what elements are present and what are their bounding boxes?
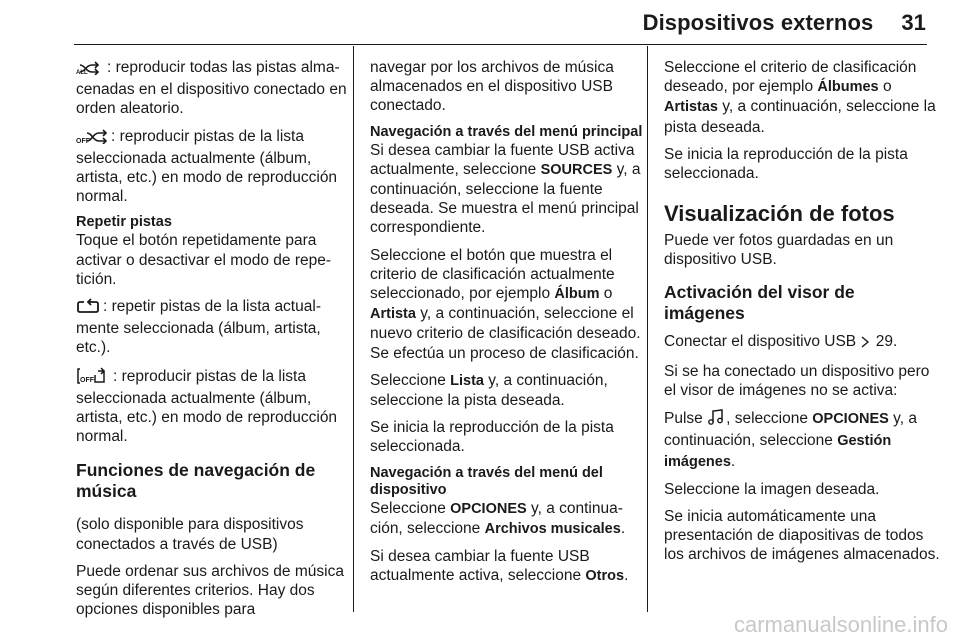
keyword-artistas: Artistas	[664, 99, 718, 116]
keyword-sources: SOURCES	[540, 161, 613, 178]
keyword-otros: Otros	[585, 568, 625, 585]
page-reference-arrow-icon	[860, 335, 870, 354]
main-menu-paragraph-4: Se inicia la reproducción de la pista seleccionada.	[370, 419, 614, 456]
main-menu-paragraph-2: Seleccione el botón que muestra el criterio de clasificación actualmente seleccionado, por ejemplo Álbum o Artista y, a continuación, seleccione el nuevo criterio de clasificación deseado. Se efectúa un proceso de clasificación.	[370, 246, 641, 362]
main-menu-paragraph-1: Si desea cambiar la fuente USB activa actualmente, seleccione SOURCES y, a continuación, seleccione la fuente deseada. Se muestra el menú principal correspondiente.	[370, 141, 641, 237]
shuffle-off-icon	[76, 128, 110, 149]
column-2	[370, 58, 646, 594]
viewer-heading: Activación del visor de imágenes	[664, 281, 855, 323]
continued-text: navegar por los archivos de música almacenados en el dispositivo USB conectado.	[370, 59, 614, 115]
repeat-off-paragraph: OFF : reproducir pistas de la lista seleccionada actualmente (álbum, artista, etc.) en modo de reproducción normal.	[76, 367, 338, 446]
keyword-artista: Artista	[370, 306, 416, 323]
repeat-off-icon	[76, 366, 112, 389]
column-divider-1	[353, 46, 354, 612]
main-menu-paragraph-3: Seleccione Lista y, a continuación, seleccione la pista deseada.	[370, 371, 608, 410]
photos-heading: Visualización de fotos	[664, 201, 895, 227]
keyword-albumes: Álbumes	[817, 79, 879, 96]
svg-text:ALL: ALL	[76, 70, 88, 75]
navigation-heading: Funciones de navegación de música	[76, 460, 316, 502]
column-divider-2	[647, 46, 648, 612]
music-note-icon	[707, 408, 725, 431]
page-title: Dispositivos externos	[642, 10, 874, 35]
playback-paragraph: Se inicia la reproducción de la pista seleccionada.	[664, 145, 908, 183]
keyword-opciones: OPCIONES	[450, 500, 527, 517]
device-menu-heading: Navegación a través del menú del dispositivo	[370, 464, 603, 498]
navigation-note: (solo disponible para dispositivos conectados a través de USB)	[76, 516, 304, 553]
shuffle-all-icon	[76, 59, 106, 80]
navigation-text: Puede ordenar sus archivos de música según diferentes criterios. Hay dos opciones disponibles para	[76, 562, 344, 619]
repeat-icon	[76, 298, 102, 319]
criteria-paragraph: Seleccione el criterio de clasificación deseado, por ejemplo Álbumes o Artistas y, a continuación, seleccione la pista deseada.	[664, 59, 936, 136]
connect-usb-paragraph: Conectar el dispositivo USB 29.	[664, 332, 940, 354]
keyword-opciones-2: OPCIONES	[812, 411, 889, 428]
shuffle-off-paragraph: OFF : reproducir pistas de la lista seleccionada actualmente (álbum, artista, etc.) en modo de reproducción normal.	[76, 127, 338, 206]
main-menu-heading: Navegación a través del menú principal	[370, 123, 643, 140]
keyword-archivos-musicales: Archivos musicales	[484, 520, 621, 537]
device-menu-paragraph-2: Si desea cambiar la fuente USB actualmente activa, seleccione Otros.	[370, 548, 629, 585]
page-reference-link[interactable]: 29	[875, 332, 893, 350]
column-3	[664, 58, 940, 573]
repeat-text: Toque el botón repetidamente para activar o desactivar el modo de repetición.	[76, 232, 332, 288]
watermark: carmanualsonline.info	[733, 612, 948, 637]
device-menu-paragraph-1: Seleccione OPCIONES y, a continuación, seleccione Archivos musicales.	[370, 499, 626, 537]
photos-text: Puede ver fotos guardadas en un dispositivo USB.	[664, 232, 894, 269]
slideshow-paragraph: Se inicia automáticamente una presentación de diapositivas de todos los archivos de imágenes almacenados.	[664, 508, 940, 564]
repeat-heading: Repetir pistas	[76, 214, 172, 231]
repeat-on-paragraph: : repetir pistas de la lista actualmente seleccionada (álbum, artista, etc.).	[76, 298, 321, 357]
page-number: 31	[901, 10, 926, 35]
press-music-paragraph: Pulse , seleccione OPCIONES y, a continuación, seleccione Gestión imágenes.	[664, 410, 917, 470]
keyword-gestion-imagenes: Gestión imágenes	[664, 433, 892, 470]
svg-text:OFF: OFF	[80, 376, 94, 384]
header-divider	[74, 44, 927, 45]
select-image-paragraph: Seleccione la imagen deseada.	[664, 480, 880, 498]
keyword-lista: Lista	[450, 372, 484, 389]
viewer-not-active-paragraph: Si se ha conectado un dispositivo pero el visor de imágenes no se activa:	[664, 362, 930, 400]
keyword-album: Álbum	[554, 286, 600, 303]
page-header	[643, 10, 926, 36]
svg-text:OFF: OFF	[76, 137, 90, 144]
column-1	[76, 58, 352, 627]
shuffle-all-paragraph: ALL : reproducir todas las pistas almacenadas en el dispositivo conectado en orden aleatorio.	[76, 59, 347, 118]
